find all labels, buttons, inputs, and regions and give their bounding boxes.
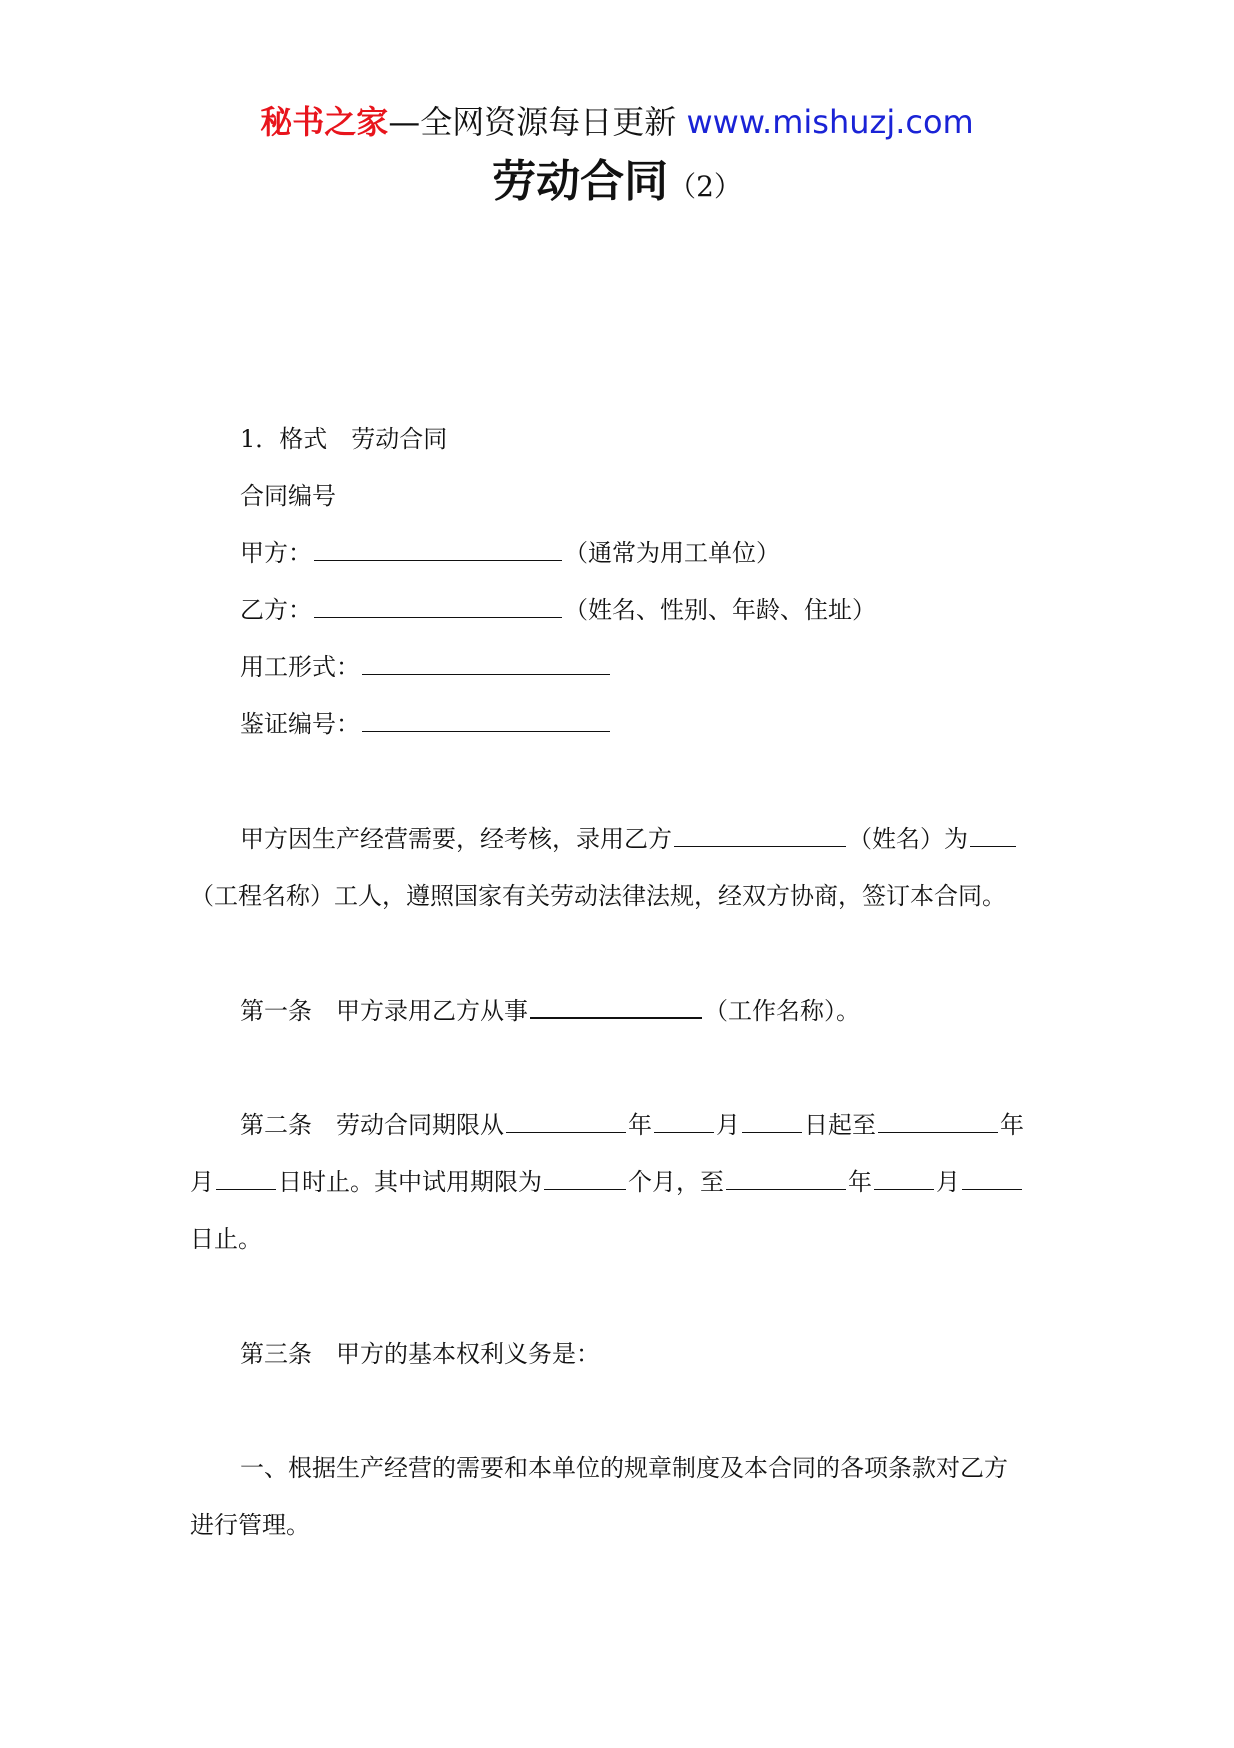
start-day-blank[interactable]	[742, 1110, 802, 1133]
intro-line-2: （工程名称）工人，遵照国家有关劳动法律法规，经双方协商，签订本合同。	[190, 882, 1006, 910]
start-month-blank[interactable]	[654, 1110, 714, 1133]
article-3: 第三条 甲方的基本权利义务是：	[240, 1340, 600, 1368]
article-2-line-3: 日止。	[190, 1225, 262, 1253]
article-2-line-2: 月 日时止。其中试用期限为 个月，至 年 月	[190, 1153, 1024, 1211]
end-year-blank[interactable]	[878, 1110, 998, 1133]
probation-month-blank[interactable]	[874, 1167, 934, 1190]
start-year-blank[interactable]	[506, 1110, 626, 1133]
title-sub: （2）	[668, 170, 742, 203]
employee-name-blank[interactable]	[674, 824, 846, 847]
site-url-link[interactable]: www.mishuzj.com	[686, 103, 974, 141]
probation-months-blank[interactable]	[544, 1167, 626, 1190]
job-title-blank[interactable]	[530, 995, 702, 1019]
item-1-line-2: 进行管理。	[190, 1511, 310, 1539]
form-heading: 1．格式 劳动合同	[240, 425, 448, 453]
title-main: 劳动合同	[492, 156, 669, 207]
project-name-blank[interactable]	[970, 824, 1016, 847]
site-header	[0, 98, 1234, 146]
probation-day-blank[interactable]	[962, 1167, 1022, 1190]
party-b-line: 乙方： （姓名、性别、年龄、住址）	[240, 596, 876, 624]
article-1: 第一条 甲方录用乙方从事 （工作名称）。	[240, 997, 860, 1025]
slogan: —全网资源每日更新	[388, 103, 677, 141]
probation-year-blank[interactable]	[726, 1167, 846, 1190]
item-1-line-1: 一、根据生产经营的需要和本单位的规章制度及本合同的各项条款对乙方	[240, 1454, 1008, 1482]
party-a-line: 甲方： （通常为用工单位）	[240, 539, 780, 567]
intro-line-1: 甲方因生产经营需要，经考核，录用乙方 （姓名）为	[240, 810, 1018, 868]
contract-number-label: 合同编号	[240, 482, 336, 510]
article-2-line-1: 第二条 劳动合同期限从 年 月 日起至 年	[240, 1111, 1024, 1139]
party-b-blank[interactable]	[314, 595, 562, 618]
document-title	[0, 152, 1234, 221]
verification-number-line: 鉴证编号：	[240, 695, 612, 753]
party-a-blank[interactable]	[314, 538, 562, 561]
end-month-blank[interactable]	[216, 1167, 276, 1190]
employment-type-line: 用工形式：	[240, 638, 612, 696]
verification-number-blank[interactable]	[362, 709, 610, 732]
brand-name: 秘书之家	[260, 103, 389, 141]
employment-type-blank[interactable]	[362, 652, 610, 675]
